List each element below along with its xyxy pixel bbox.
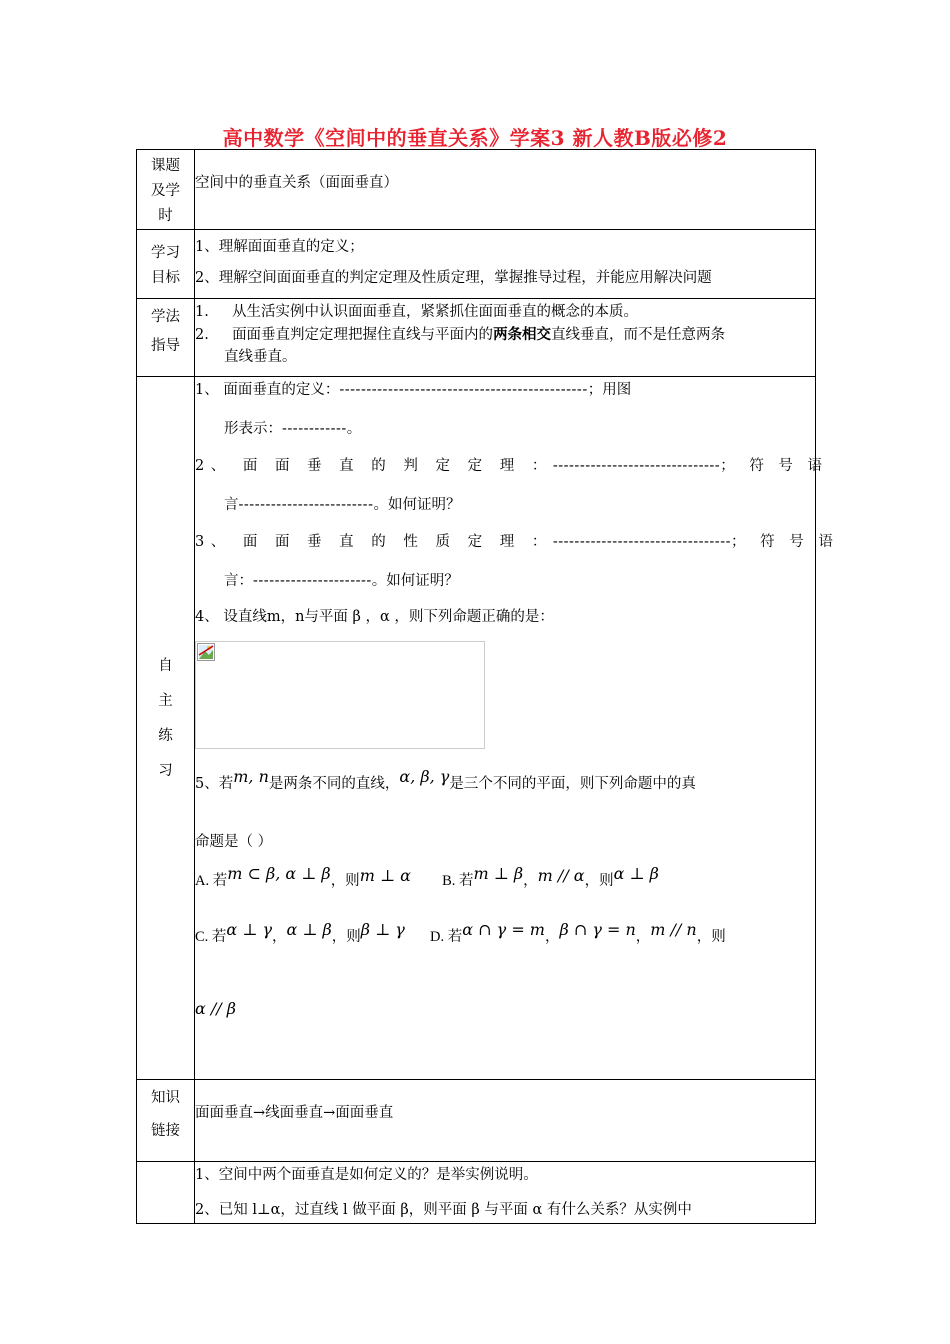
option-label: D. 若 — [430, 929, 463, 945]
label-practice — [137, 377, 195, 1080]
blank-line: --------------------------------- — [552, 534, 732, 550]
row-link — [137, 1080, 816, 1162]
question-text: 。如何证明？ — [371, 572, 459, 589]
list-number: 2. — [195, 326, 209, 343]
label-line: 学习 — [151, 245, 180, 261]
question-text: ； 符 号 语 — [731, 534, 838, 550]
method-item-2 — [195, 328, 815, 343]
document-title: 高中数学《空间中的垂直关系》学案3 新人教B版必修2 — [222, 126, 728, 150]
math-expression: β ∩ γ = n — [559, 920, 636, 939]
question-3-cont — [195, 574, 815, 589]
question-text: 。 — [346, 420, 362, 437]
label-line: 知识 — [151, 1090, 180, 1106]
option-label: A. 若 — [195, 872, 228, 889]
question-5-cont: 命题是（ ） — [195, 834, 273, 850]
method-text: 直线垂直，而不是任意两条 — [551, 326, 726, 343]
question-text: 是三个不同的平面，则下列命题中的真 — [449, 775, 696, 792]
math-expression: m ⊥ β — [473, 863, 524, 883]
option-text: ， — [635, 929, 651, 945]
option-text: ，则 — [584, 872, 614, 889]
question-text: 。如何证明？ — [373, 496, 461, 513]
blank-line: ---------------------- — [253, 572, 372, 589]
question-4: 4、 设直线m，n与平面 β ，α ，则下列命题正确的是： — [195, 609, 554, 625]
question-text: 1、 面面垂直的定义： — [195, 382, 340, 398]
topic-text: 空间中的垂直关系（面面垂直） — [195, 175, 398, 191]
question-text: ； 符 号 语 — [720, 458, 828, 474]
broken-image-icon — [197, 643, 215, 661]
option-text: ， — [272, 929, 287, 945]
method-text-cont: 直线垂直。 — [224, 349, 297, 365]
math-expression: α ⊥ γ — [226, 920, 273, 939]
label-line: 目标 — [151, 270, 180, 286]
math-expression: α ∩ γ = m — [462, 920, 545, 939]
content-topic — [195, 150, 816, 230]
label-link — [137, 1080, 195, 1162]
option-text: ， — [544, 929, 560, 945]
label-line: 时 — [158, 208, 173, 224]
label-line: 习 — [158, 763, 173, 779]
row-questions — [137, 1162, 816, 1224]
label-line: 主 — [158, 693, 173, 709]
options-row-ab — [195, 863, 815, 889]
question-item: 2、已知 l⊥α，过直线 l 做平面 β，则平面 β 与平面 α 有什么关系？从实例中 — [195, 1201, 692, 1218]
label-topic — [137, 150, 195, 230]
option-text: ， — [523, 872, 538, 889]
question-text: 5、若 — [195, 775, 234, 792]
math-expression: m ⊥ α — [359, 865, 411, 885]
content-practice — [195, 377, 838, 1080]
question-text: 2、 面 面 垂 直 的 判 定 定 理 ： — [195, 458, 553, 474]
option-d-cont — [195, 998, 815, 1018]
math-expression: m, n — [233, 766, 269, 786]
label-method — [137, 299, 195, 377]
option-text: ，则 — [696, 929, 726, 945]
question-3 — [195, 534, 838, 550]
blank-line: ------------------------------- — [552, 458, 721, 474]
option-label: C. 若 — [195, 929, 227, 945]
math-expression: α ⊥ β — [613, 863, 659, 883]
row-topic — [137, 150, 816, 230]
missing-figure — [195, 641, 485, 749]
question-5 — [195, 766, 815, 792]
question-text: 3、 面 面 垂 直 的 性 质 定 理 ： — [195, 534, 553, 550]
question-text: 是两条不同的直线， — [268, 775, 400, 792]
options-row-cd — [195, 920, 815, 945]
content-goals — [195, 230, 816, 299]
math-expression: m // α — [537, 865, 585, 885]
question-2-cont — [195, 498, 815, 513]
question-text: ；用图 — [587, 382, 632, 398]
math-expression: m ⊂ β, α ⊥ β — [227, 863, 331, 883]
math-expression: m // n — [650, 920, 697, 939]
blank-line: ------------------------- — [238, 496, 374, 513]
goal-item: 2、理解空间面面垂直的判定定理及性质定理，掌握推导过程，并能应用解决问题 — [195, 269, 712, 286]
math-expression: α ⊥ β — [286, 920, 332, 939]
label-line: 练 — [158, 728, 173, 744]
question-2 — [195, 458, 828, 474]
question-item: 1、空间中两个面垂直是如何定义的？是举实例说明。 — [195, 1167, 538, 1183]
label-line: 学法 — [151, 309, 180, 325]
label-line: 链接 — [151, 1123, 180, 1139]
label-line: 及学 — [151, 183, 180, 199]
label-line: 自 — [158, 658, 173, 674]
label-goals — [137, 230, 195, 299]
row-goals — [137, 230, 816, 299]
option-label: B. 若 — [442, 872, 474, 889]
math-expression: α, β, γ — [399, 766, 450, 786]
method-item-1 — [195, 305, 815, 320]
question-text: 言 — [224, 496, 239, 513]
question-text: 言： — [224, 572, 253, 589]
label-line: 指导 — [151, 338, 180, 354]
list-number: 1. — [195, 304, 209, 320]
label-line: 课题 — [151, 158, 180, 174]
method-emphasis: 两条相交 — [493, 326, 552, 343]
question-1 — [195, 383, 815, 398]
method-text: 从生活实例中认识面面垂直，紧紧抓住面面垂直的概念的本质。 — [232, 304, 639, 320]
blank-line: ---------------------------------------------- — [339, 382, 588, 398]
worksheet-table — [136, 149, 838, 1224]
link-text: 面面垂直→线面垂直→面面垂直 — [195, 1105, 394, 1121]
row-method — [137, 299, 816, 377]
blank-line: ------------ — [282, 420, 347, 437]
content-questions — [195, 1162, 816, 1224]
math-expression: β ⊥ γ — [360, 920, 405, 939]
math-expression: α // β — [195, 998, 237, 1018]
label-questions — [137, 1162, 195, 1224]
question-1-cont — [195, 422, 815, 437]
option-text: ，则 — [330, 872, 360, 889]
content-link — [195, 1080, 816, 1162]
option-text: ，则 — [331, 929, 361, 945]
method-text: 面面垂直判定定理把握住直线与平面内的 — [232, 326, 494, 343]
row-practice — [137, 377, 816, 1080]
question-text: 形表示： — [224, 420, 282, 437]
goal-item: 1、理解面面垂直的定义； — [195, 239, 364, 255]
content-method — [195, 299, 816, 377]
